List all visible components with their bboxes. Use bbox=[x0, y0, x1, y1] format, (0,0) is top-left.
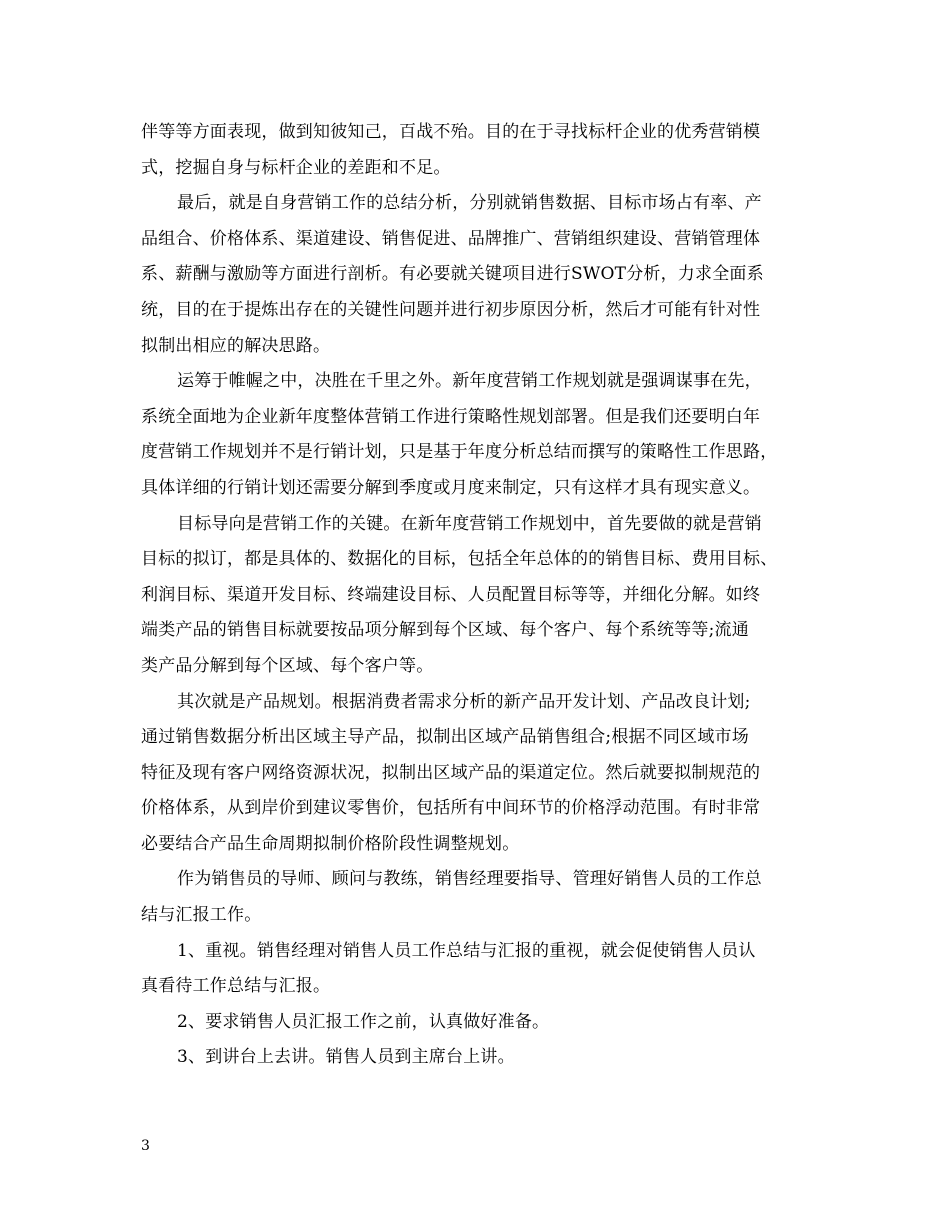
text-line: 具体详细的行销计划还需要分解到季度或月度来制定，只有这样才具有现实意义。 bbox=[141, 477, 761, 498]
text-line: 品组合、价格体系、渠道建设、销售促进、品牌推广、营销组织建设、营销管理体 bbox=[141, 228, 761, 249]
text-line: 其次就是产品规划。根据消费者需求分析的新产品开发计划、产品改良计划; bbox=[177, 691, 751, 712]
text-line: 1、重视。销售经理对销售人员工作总结与汇报的重视，就会促使销售人员认 bbox=[177, 940, 756, 961]
text-line: 通过销售数据分析出区域主导产品，拟制出区域产品销售组合;根据不同区域市场 bbox=[141, 727, 749, 748]
text-line: 度营销工作规划并不是行销计划，只是基于年度分析总结而撰写的策略性工作思路， bbox=[141, 442, 778, 463]
text-line: 作为销售员的导师、顾问与教练，销售经理要指导、管理好销售人员的工作总 bbox=[177, 869, 762, 890]
text-line: 目标导向是营销工作的关键。在新年度营销工作规划中，首先要做的就是营销 bbox=[177, 513, 762, 534]
text-line: 目标的拟订，都是具体的、数据化的目标，包括全年总体的的销售目标、费用目标、 bbox=[141, 549, 778, 570]
text-line: 类产品分解到每个区域、每个客户等。 bbox=[141, 655, 434, 676]
text-line: 伴等等方面表现，做到知彼知己，百战不殆。目的在于寻找标杆企业的优秀营销模 bbox=[141, 122, 761, 142]
text-line: 价格体系，从到岸价到建议零售价，包括所有中间环节的价格浮动范围。有时非常 bbox=[141, 798, 761, 819]
text-line: 系统全面地为企业新年度整体营销工作进行策略性规划部署。但是我们还要明白年 bbox=[141, 406, 761, 427]
text-line: 真看待工作总结与汇报。 bbox=[141, 976, 331, 997]
document-body bbox=[141, 115, 826, 1076]
text-line: 系、薪酬与激励等方面进行剖析。有必要就关键项目进行SWOT分析，力求全面系 bbox=[141, 264, 764, 285]
text-line: 利润目标、渠道开发目标、终端建设目标、人员配置目标等等，并细化分解。如终 bbox=[141, 584, 761, 605]
text-line: 拟制出相应的解决思路。 bbox=[141, 335, 331, 356]
text-line: 结与汇报工作。 bbox=[141, 905, 262, 926]
text-line: 运筹于帷幄之中，决胜在千里之外。新年度营销工作规划就是强调谋事在先， bbox=[177, 371, 762, 392]
text-line: 必要结合产品生命周期拟制价格阶段性调整规划。 bbox=[141, 833, 520, 854]
text-line: 特征及现有客户网络资源状况，拟制出区域产品的渠道定位。然后就要拟制规范的 bbox=[141, 762, 761, 783]
text-line: 端类产品的销售目标就要按品项分解到每个区域、每个客户、每个系统等等;流通 bbox=[141, 620, 749, 641]
page-number: 3 bbox=[141, 1138, 150, 1154]
text-line: 式，挖掘自身与标杆企业的差距和不足。 bbox=[141, 157, 451, 178]
text-line: 2、要求销售人员汇报工作之前，认真做好准备。 bbox=[177, 1011, 550, 1032]
text-line: 3、到讲台上去讲。销售人员到主席台上讲。 bbox=[177, 1047, 515, 1068]
text-line: 统，目的在于提炼出存在的关键性问题并进行初步原因分析，然后才可能有针对性 bbox=[141, 299, 761, 320]
text-line: 最后，就是自身营销工作的总结分析，分别就销售数据、目标市场占有率、产 bbox=[177, 193, 762, 214]
